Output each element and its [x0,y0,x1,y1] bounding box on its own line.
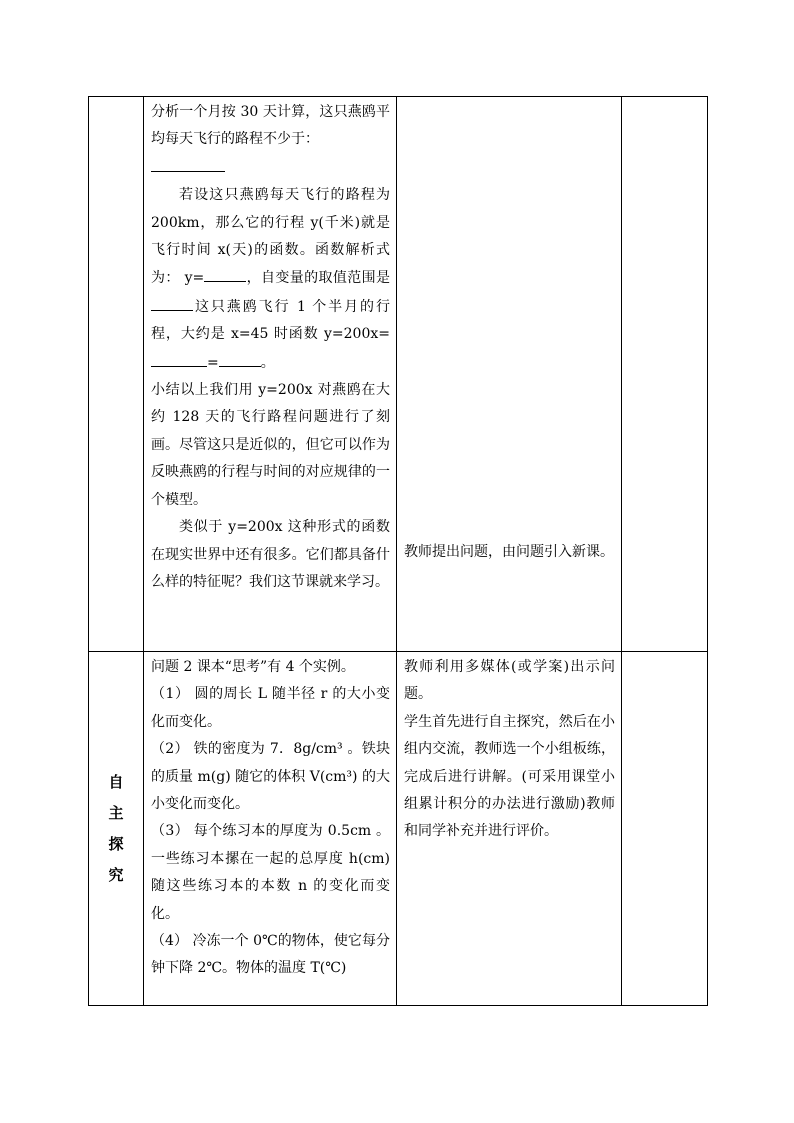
activity-cell [397,652,622,1006]
paragraph: 学生首先进行自主探究，然后在小组内交流，教师选一个小组板练，完成后进行讲解。(可采用课堂小组累计积分的办法进行激励)教师和同学补充并进行评价。 [404,713,615,840]
content-cell [144,97,397,652]
paragraph: （1） 圆的周长 L 随半径 r 的大小变化而变化。 [151,686,390,730]
content-cell [144,652,397,1006]
paragraph: （3） 每个练习本的厚度为 0.5cm 。一些练习本摞在一起的总厚度 h(cm) 随这些练习本的本数 n 的变化而变化。 [151,823,390,922]
paragraph: 类似于 y=200x 这种形式的函数在现实世界中还有很多。它们都具备什么样的特征呢？我们这节课就来学习。 [151,519,390,590]
paragraph: 分析一个月按 30 天计算，这只燕鸥平均每天飞行的路程不少于： [151,104,390,148]
answer-blank[interactable] [219,349,261,367]
notes-cell [622,97,708,652]
answer-blank[interactable] [151,349,207,367]
paragraph: 问题 2 课本“思考”有 4 个实例。 [151,659,355,675]
answer-blank[interactable] [151,293,193,311]
activity-cell [397,97,622,652]
stage-cell [89,97,144,652]
notes-cell [622,652,708,1006]
answer-blank[interactable] [204,264,246,282]
paragraph: 小结以上我们用 y=200x 对燕鸥在大约 128 天的飞行路程问题进行了刻画。尽管这只是近似的，但它可以作为反映燕鸥的行程与时间的对应规律的一个模型。 [151,382,390,508]
paragraph: （4） 冷冻一个 0℃的物体，使它每分钟下降 2℃。物体的温度 T(℃) [151,933,390,977]
lesson-plan-table [88,96,708,1006]
stage-label: 自 主 探 究 [89,652,144,1006]
answer-blank[interactable] [151,154,225,172]
table-row [89,97,708,652]
table-row [89,652,708,1006]
paragraph: 教师利用多媒体(或学案)出示问题。 [404,659,615,703]
paragraph: 若设这只燕鸥每天飞行的路程为 200km，那么它的行程 y(千米)就是飞行时间 x(天)的函数。函数解析式为： y= ，自变量的取值范围是这只燕鸥飞行 1 个半月的行程，大约是 x=45 时函数 y=200x== 。 [151,187,391,371]
paragraph: （2） 铁的密度为 7．8g/cm³ 。铁块的质量 m(g) 随它的体积 V(cm³) 的大小变化而变化。 [151,741,390,813]
paragraph: 教师提出问题，由问题引入新课。 [404,544,614,560]
